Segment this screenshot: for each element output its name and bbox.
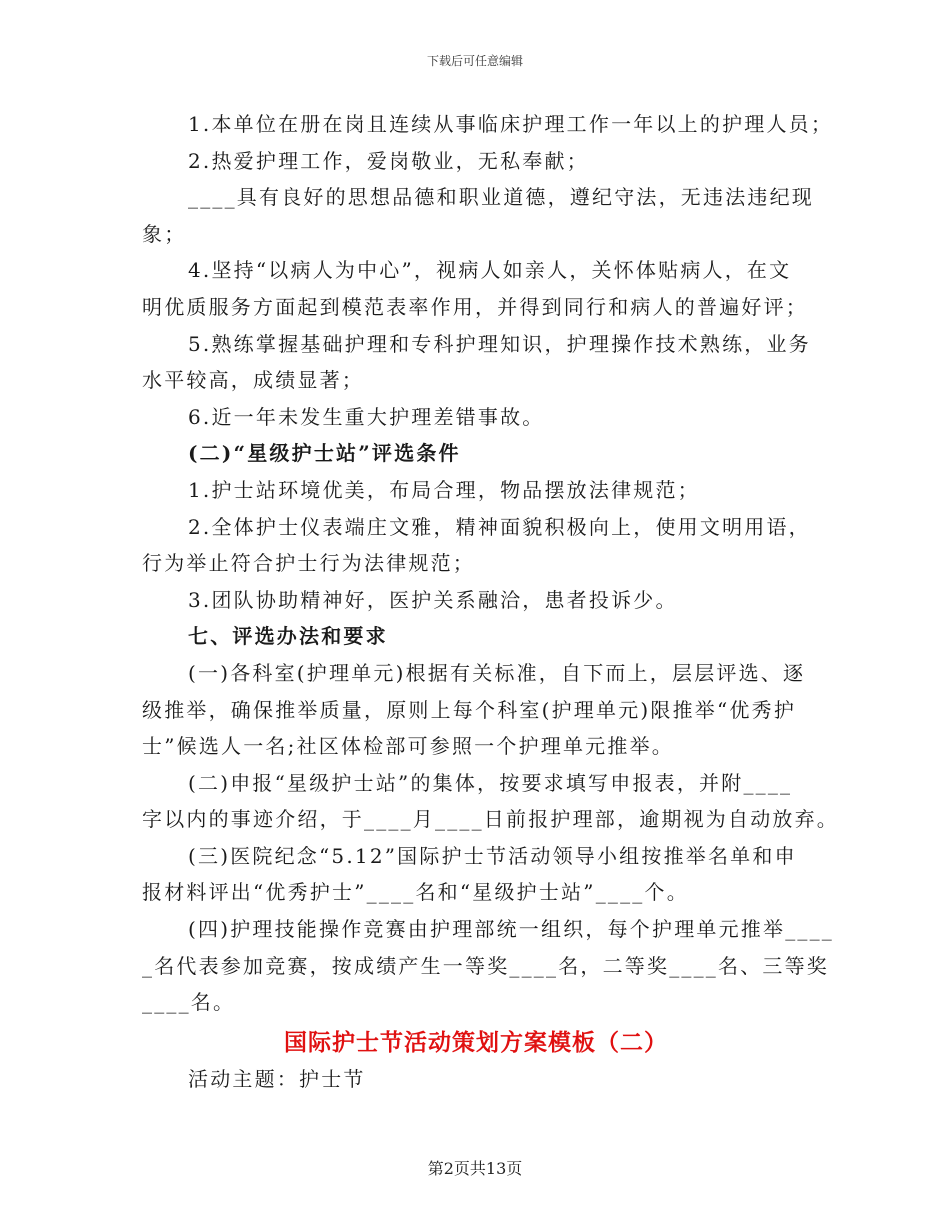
paragraph-line: _名代表参加竞赛，按成绩产生一等奖____名，二等奖____名、三等奖 bbox=[142, 953, 829, 978]
paragraph-line: (四)护理技能操作竞赛由护理部统一组织，每个护理单元推举____ bbox=[188, 917, 835, 942]
paragraph-line: 2.热爱护理工作，爱岗敬业，无私奉献； bbox=[188, 148, 589, 173]
paragraph-line: 4.坚持“以病人为中心”，视病人如亲人，关怀体贴病人，在文 bbox=[188, 258, 792, 283]
paragraph-line: 1.本单位在册在岗且连续从事临床护理工作一年以上的护理人员； bbox=[188, 112, 834, 136]
document-body bbox=[142, 106, 839, 1098]
paragraph-line: (三)医院纪念“5.12”国际护士节活动领导小组按推举名单和申 bbox=[188, 843, 797, 868]
subsection-heading: (二)“星级护士站”评选条件 bbox=[188, 441, 461, 466]
paragraph-line: 报材料评出“优秀护士”____名和“星级护士站”____个。 bbox=[142, 880, 689, 905]
paragraph-line: 6.近一年未发生重大护理差错事故。 bbox=[188, 404, 545, 429]
paragraph-line: 明优质服务方面起到模范表率作用，并得到同行和病人的普遍好评； bbox=[142, 294, 808, 319]
paragraph-line: 水平较高，成绩显著； bbox=[142, 368, 364, 393]
paragraph-line: ____具有良好的思想品德和职业道德，遵纪守法，无违法违纪现 bbox=[188, 185, 814, 210]
paragraph-line: 象； bbox=[142, 221, 187, 246]
theme-line: 活动主题：护士节 bbox=[188, 1067, 366, 1092]
page-footer: 第2页共13页 bbox=[427, 1159, 523, 1178]
paragraph-line: 1.护士站环境优美，布局合理，物品摆放法律规范； bbox=[188, 477, 700, 502]
paragraph-line: ____名。 bbox=[142, 990, 236, 1015]
paragraph-line: (一)各科室(护理单元)根据有关标准，自下而上，层层评选、逐 bbox=[188, 660, 806, 685]
paragraph-line: 士”候选人一名;社区体检部可参照一个护理单元推举。 bbox=[142, 734, 674, 759]
paragraph-line: 3.团队协助精神好，医护关系融洽，患者投诉少。 bbox=[188, 587, 678, 612]
paragraph-line: (二)申报“星级护士站”的集体，按要求填写申报表，并附____ bbox=[188, 770, 793, 795]
paragraph-line: 级推举，确保推举质量，原则上每个科室(护理单元)限推举“优秀护 bbox=[142, 697, 797, 722]
page-header: 下载后可任意编辑 bbox=[426, 54, 523, 68]
section-title: 国际护士节活动策划方案模板（二） bbox=[284, 1028, 668, 1056]
paragraph-line: 5.熟练掌握基础护理和专科护理知识，护理操作技术熟练，业务 bbox=[188, 331, 811, 356]
paragraph-line: 2.全体护士仪表端庄文雅，精神面貌积极向上，使用文明用语， bbox=[188, 514, 811, 539]
section-heading: 七、评选办法和要求 bbox=[188, 624, 388, 649]
paragraph-line: 字以内的事迹介绍，于____月____日前报护理部，逾期视为自动放弃。 bbox=[142, 807, 839, 832]
paragraph-line: 行为举止符合护士行为法律规范； bbox=[142, 551, 475, 576]
